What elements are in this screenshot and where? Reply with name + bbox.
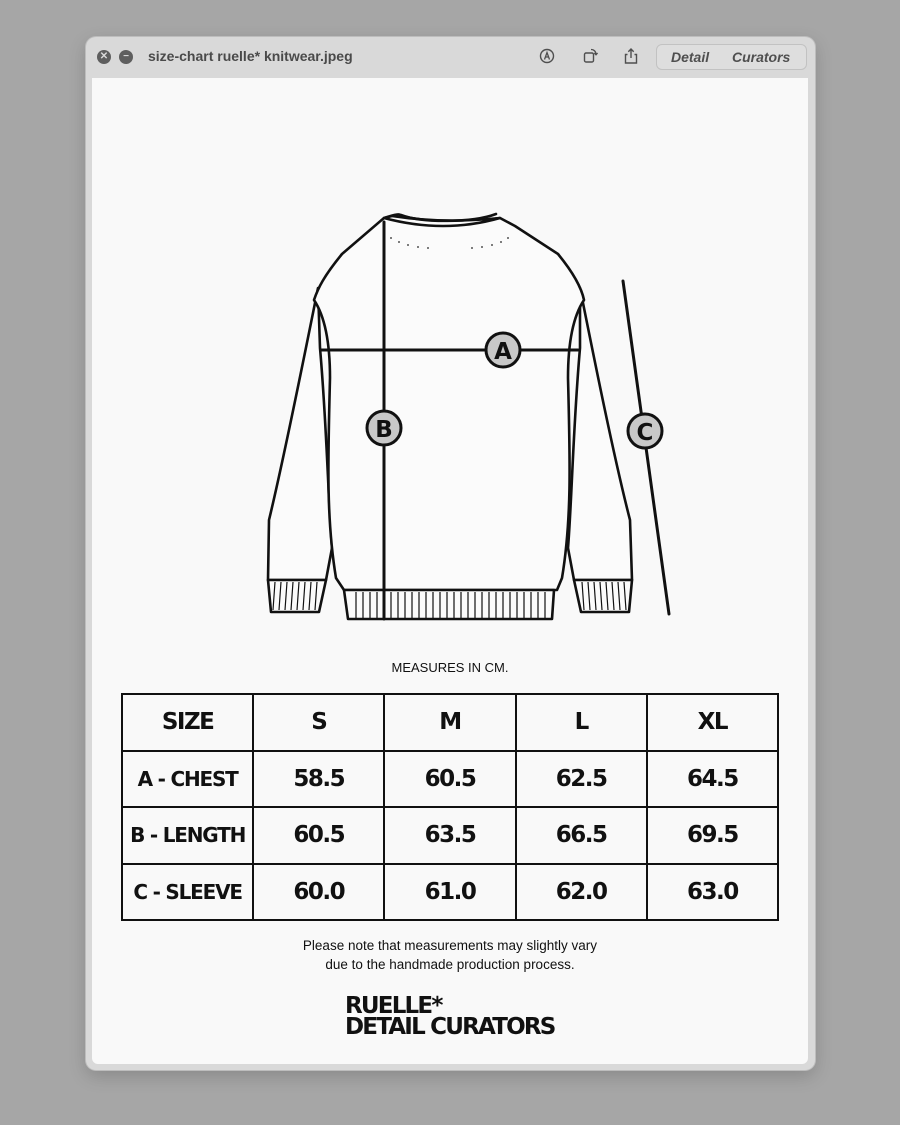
logo-line: DETAIL CURATORS xyxy=(345,1014,555,1040)
marker-b xyxy=(367,411,401,445)
header-cell: L xyxy=(516,694,647,751)
table-cell: 69.5 xyxy=(647,807,778,864)
table-cell: 58.5 xyxy=(253,751,384,808)
window-title: size-chart ruelle* knitwear.jpeg xyxy=(148,48,353,64)
share-icon[interactable] xyxy=(622,47,640,65)
sweater-body xyxy=(314,214,584,590)
header-cell: S xyxy=(253,694,384,751)
header-cell: SIZE xyxy=(122,694,253,751)
table-row xyxy=(122,807,778,864)
table-cell: 64.5 xyxy=(647,751,778,808)
table-cell: 60.5 xyxy=(384,751,515,808)
table-cell: 62.5 xyxy=(516,751,647,808)
hem-rib xyxy=(344,590,554,619)
view-segmented-control xyxy=(656,44,807,70)
row-label: C - SLEEVE xyxy=(122,864,253,921)
svg-text:A: A xyxy=(494,339,512,365)
table-cell: 60.0 xyxy=(253,864,384,921)
row-label: B - LENGTH xyxy=(122,807,253,864)
preview-window xyxy=(86,37,815,1070)
title-bar xyxy=(86,37,815,77)
size-table xyxy=(121,693,779,921)
minimize-icon[interactable]: − xyxy=(119,50,133,64)
table-cell: 63.0 xyxy=(647,864,778,921)
marker-c xyxy=(628,414,662,448)
right-sleeve xyxy=(568,288,632,580)
row-label: A - CHEST xyxy=(122,751,253,808)
close-icon[interactable]: ✕ xyxy=(97,50,111,64)
left-sleeve xyxy=(268,288,332,580)
table-cell: 66.5 xyxy=(516,807,647,864)
image-canvas xyxy=(92,78,808,1064)
footnote-line: Please note that measurements may slightly vary xyxy=(302,938,598,953)
sweater-diagram xyxy=(92,78,808,638)
tab-curators[interactable]: Curators xyxy=(732,49,791,65)
tab-detail[interactable]: Detail xyxy=(671,49,710,65)
table-cell: 63.5 xyxy=(384,807,515,864)
svg-text:C: C xyxy=(636,420,654,446)
table-row xyxy=(122,864,778,921)
measures-note: MEASURES IN CM. xyxy=(391,660,509,675)
marker-a xyxy=(486,333,520,367)
logo-line: RUELLE* xyxy=(345,993,442,1019)
footnote-line: due to the handmade production process. xyxy=(325,957,575,972)
table-row xyxy=(122,751,778,808)
table-cell: 60.5 xyxy=(253,807,384,864)
markup-icon[interactable] xyxy=(538,47,556,65)
table-header-row xyxy=(122,694,778,751)
header-cell: XL xyxy=(647,694,778,751)
brand-logo xyxy=(345,993,555,1040)
rotate-icon[interactable] xyxy=(581,47,599,65)
table-cell: 61.0 xyxy=(384,864,515,921)
table-cell: 62.0 xyxy=(516,864,647,921)
production-footnote xyxy=(92,936,808,974)
svg-text:B: B xyxy=(375,417,393,443)
header-cell: M xyxy=(384,694,515,751)
